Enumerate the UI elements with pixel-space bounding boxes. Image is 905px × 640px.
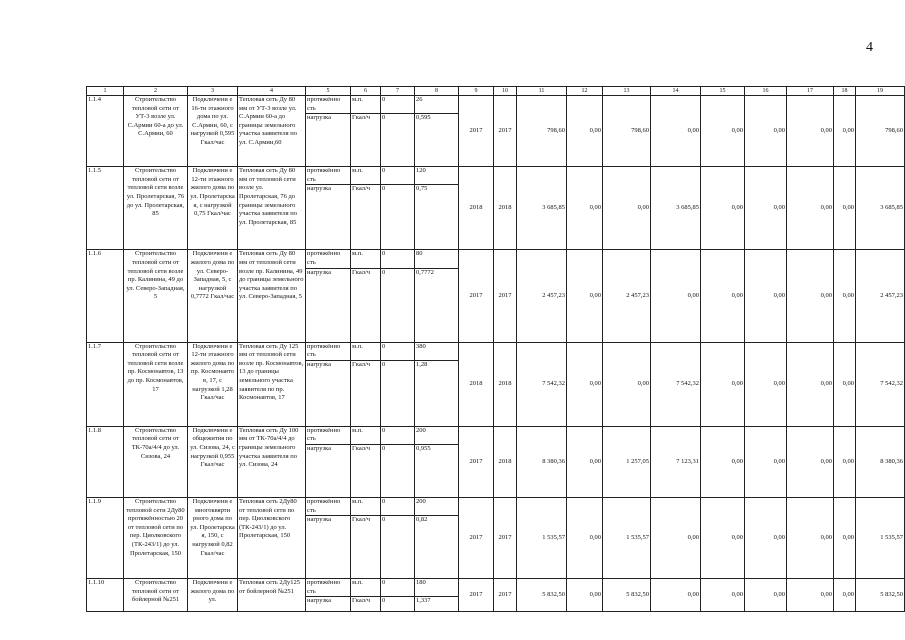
unit-load: Гкал/ч: [351, 268, 381, 342]
cost-c17: 0,00: [787, 250, 834, 342]
start-year: 2017: [459, 497, 494, 578]
indicator-length: протяжённо сть: [306, 497, 351, 515]
end-year: 2018: [494, 167, 517, 250]
unit-load: Гкал/ч: [351, 516, 381, 579]
cost-c17: 0,00: [787, 167, 834, 250]
cost-c17: 0,00: [787, 426, 834, 497]
end-year: 2017: [494, 250, 517, 342]
load-after: 0,75: [415, 185, 459, 250]
cost-c14: 0,00: [651, 250, 701, 342]
start-year: 2018: [459, 342, 494, 426]
cost-c17: 0,00: [787, 96, 834, 167]
value-before: 0: [381, 426, 415, 444]
load-after: 1,28: [415, 360, 459, 426]
item-name: Строительство тепловой сети от бойлерной №251: [124, 579, 188, 612]
load-before: 0: [381, 597, 415, 612]
header-cell: 5: [306, 87, 351, 96]
item-name: Строительство тепловой сети 2Ду80 протяжённостью 20 от тепловой сети по пер. Циолковского (ТК-243/1) до ул. Пролетарская, 150: [124, 497, 188, 578]
cost-c13: 1 535,57: [603, 497, 651, 578]
cost-c18: 0,00: [834, 250, 856, 342]
cost-c15: 0,00: [701, 250, 745, 342]
header-row: [87, 87, 905, 96]
start-year: 2017: [459, 250, 494, 342]
cost-c16: 0,00: [745, 96, 787, 167]
cost-c13: 0,00: [603, 342, 651, 426]
cost-c16: 0,00: [745, 579, 787, 612]
indicator-load: нагрузка: [306, 597, 351, 612]
value-after: 120: [415, 167, 459, 185]
end-year: 2018: [494, 426, 517, 497]
table-row: [87, 167, 905, 185]
cost-c16: 0,00: [745, 497, 787, 578]
cost-c16: 0,00: [745, 167, 787, 250]
indicator-load: нагрузка: [306, 185, 351, 250]
table-row: [87, 426, 905, 444]
header-cell: 1: [87, 87, 124, 96]
cost-c19: 7 542,32: [856, 342, 905, 426]
table-row: [87, 96, 905, 114]
header-cell: 6: [351, 87, 381, 96]
item-purpose: Подключени е многоквярти рного дома по ул. Пролетарска я, 150, с нагрузкой 0,82 Гкал/час: [188, 497, 238, 578]
unit-length: м.п.: [351, 96, 381, 114]
cost-c12: 0,00: [567, 167, 603, 250]
header-cell: 12: [567, 87, 603, 96]
cost-c18: 0,00: [834, 167, 856, 250]
load-after: 1,337: [415, 597, 459, 612]
item-number: 1.1.9: [87, 497, 124, 578]
item-description: Тепловая сеть 2Ду80 от тепловой сети по пер. Циолковского (ТК-243/1) до ул. Пролетарская, 150: [238, 497, 306, 578]
end-year: 2017: [494, 497, 517, 578]
header-cell: 2: [124, 87, 188, 96]
table-row: [87, 579, 905, 597]
end-year: 2017: [494, 96, 517, 167]
indicator-load: нагрузка: [306, 268, 351, 342]
item-description: Тепловая сеть 2Ду125 от бойлерной №251: [238, 579, 306, 612]
cost-c15: 0,00: [701, 342, 745, 426]
value-before: 0: [381, 579, 415, 597]
indicator-length: протяжённо сть: [306, 250, 351, 268]
item-number: 1.1.5: [87, 167, 124, 250]
item-name: Строительство тепловой сети от ТК-70а/4/4 до ул. Сизова, 24: [124, 426, 188, 497]
cost-c14: 0,00: [651, 579, 701, 612]
cost-c16: 0,00: [745, 342, 787, 426]
cost-c13: 1 257,05: [603, 426, 651, 497]
cost-c18: 0,00: [834, 497, 856, 578]
item-name: Строительство тепловой сети от УТ-3 возле ул. С.Армии 60-а до ул. С.Армии, 60: [124, 96, 188, 167]
value-after: 80: [415, 250, 459, 268]
cost-c12: 0,00: [567, 250, 603, 342]
cost-c12: 0,00: [567, 96, 603, 167]
header-cell: 9: [459, 87, 494, 96]
cost-c17: 0,00: [787, 579, 834, 612]
header-cell: 3: [188, 87, 238, 96]
start-year: 2018: [459, 167, 494, 250]
cost-c11: 1 535,57: [517, 497, 567, 578]
cost-c11: 798,60: [517, 96, 567, 167]
load-before: 0: [381, 185, 415, 250]
value-before: 0: [381, 250, 415, 268]
cost-c14: 7 123,31: [651, 426, 701, 497]
indicator-load: нагрузка: [306, 444, 351, 497]
header-cell: 16: [745, 87, 787, 96]
item-purpose: Подключени е 12-ти этажного жилого дома по пр. Космонавто в, 17, с нагрузкой 1,28 Гкал/час: [188, 342, 238, 426]
header-cell: 10: [494, 87, 517, 96]
cost-c19: 3 685,85: [856, 167, 905, 250]
load-before: 0: [381, 444, 415, 497]
header-cell: 13: [603, 87, 651, 96]
load-before: 0: [381, 114, 415, 167]
cost-c15: 0,00: [701, 167, 745, 250]
unit-load: Гкал/ч: [351, 114, 381, 167]
header-cell: 14: [651, 87, 701, 96]
load-after: 0,82: [415, 516, 459, 579]
cost-c18: 0,00: [834, 426, 856, 497]
cost-c14: 0,00: [651, 96, 701, 167]
indicator-length: протяжённо сть: [306, 167, 351, 185]
item-purpose: Подключени е жилого дома по ул. Северо-Западная, 5, с нагрузкой 0,7772 Гкал/час: [188, 250, 238, 342]
unit-load: Гкал/ч: [351, 360, 381, 426]
cost-c19: 8 380,36: [856, 426, 905, 497]
indicator-load: нагрузка: [306, 516, 351, 579]
item-description: Тепловая сеть Ду 125 мм от тепловой сети возле пр. Космонавтов, 13 до границы земельного участка заявителя по пр. Космонавтов, 17: [238, 342, 306, 426]
cost-c15: 0,00: [701, 96, 745, 167]
item-description: Тепловая сеть Ду 100 мм от ТК-70а/4/4 до границы земельного участка заявителя по ул. Сизова, 24: [238, 426, 306, 497]
cost-c15: 0,00: [701, 497, 745, 578]
item-number: 1.1.6: [87, 250, 124, 342]
load-after: 0,595: [415, 114, 459, 167]
cost-c13: 0,00: [603, 167, 651, 250]
indicator-length: протяжённо сть: [306, 579, 351, 597]
cost-c18: 0,00: [834, 96, 856, 167]
table-row: [87, 250, 905, 268]
cost-c19: 5 832,50: [856, 579, 905, 612]
indicator-length: протяжённо сть: [306, 96, 351, 114]
header-cell: 11: [517, 87, 567, 96]
unit-load: Гкал/ч: [351, 185, 381, 250]
cost-c16: 0,00: [745, 426, 787, 497]
item-description: Тепловая сеть Ду 80 мм от тепловой сети возле ул. Пролетарская, 76 до границы земельного участка заявителя по ул. Пролетарская, 85: [238, 167, 306, 250]
load-after: 0,955: [415, 444, 459, 497]
unit-length: м.п.: [351, 167, 381, 185]
start-year: 2017: [459, 96, 494, 167]
unit-length: м.п.: [351, 579, 381, 597]
value-before: 0: [381, 96, 415, 114]
item-number: 1.1.7: [87, 342, 124, 426]
unit-length: м.п.: [351, 250, 381, 268]
end-year: 2018: [494, 342, 517, 426]
cost-c11: 7 542,32: [517, 342, 567, 426]
page-number: 4: [866, 40, 873, 55]
cost-c19: 2 457,23: [856, 250, 905, 342]
header-cell: 4: [238, 87, 306, 96]
indicator-load: нагрузка: [306, 360, 351, 426]
item-name: Строительство тепловой сети от тепловой сети возле ул. Пролетарская, 76 до ул. Пролетарская, 85: [124, 167, 188, 250]
load-before: 0: [381, 268, 415, 342]
start-year: 2017: [459, 579, 494, 612]
cost-c13: 798,60: [603, 96, 651, 167]
header-cell: 18: [834, 87, 856, 96]
cost-c19: 1 535,57: [856, 497, 905, 578]
value-before: 0: [381, 497, 415, 515]
indicator-length: протяжённо сть: [306, 342, 351, 360]
item-number: 1.1.8: [87, 426, 124, 497]
item-number: 1.1.10: [87, 579, 124, 612]
load-after: 0,7772: [415, 268, 459, 342]
indicator-load: нагрузка: [306, 114, 351, 167]
header-cell: 8: [415, 87, 459, 96]
value-after: 380: [415, 342, 459, 360]
value-after: 200: [415, 497, 459, 515]
cost-c13: 2 457,23: [603, 250, 651, 342]
item-number: 1.1.4: [87, 96, 124, 167]
cost-c15: 0,00: [701, 579, 745, 612]
unit-length: м.п.: [351, 342, 381, 360]
cost-c19: 798,60: [856, 96, 905, 167]
header-cell: 15: [701, 87, 745, 96]
table-row: [87, 497, 905, 515]
item-description: Тепловая сеть Ду 80 мм от УТ-3 возле ул. С.Армии 60-а до границы земельного участка заявителя по ул. С.Армии,60: [238, 96, 306, 167]
load-before: 0: [381, 360, 415, 426]
start-year: 2017: [459, 426, 494, 497]
header-cell: 7: [381, 87, 415, 96]
cost-c17: 0,00: [787, 342, 834, 426]
cost-c17: 0,00: [787, 497, 834, 578]
item-purpose: Подключени е 16-ти этажного дома по ул. С.Армии, 60, с нагрузкой 0,595 Гкал/час: [188, 96, 238, 167]
indicator-length: протяжённо сть: [306, 426, 351, 444]
item-name: Строительство тепловой сети от тепловой сети возле пр. Космонавтов, 13 до пр. Космонавтов, 17: [124, 342, 188, 426]
cost-c12: 0,00: [567, 497, 603, 578]
cost-c15: 0,00: [701, 426, 745, 497]
cost-c11: 5 832,50: [517, 579, 567, 612]
investment-table: [86, 86, 905, 612]
cost-c18: 0,00: [834, 342, 856, 426]
item-purpose: Подключени е 12-ти этажного жилого дома по ул. Пролетарска я, с нагрузкой 0,75 Гкал/час: [188, 167, 238, 250]
unit-length: м.п.: [351, 497, 381, 515]
cost-c11: 8 380,36: [517, 426, 567, 497]
cost-c14: 3 685,85: [651, 167, 701, 250]
value-after: 200: [415, 426, 459, 444]
cost-c11: 2 457,23: [517, 250, 567, 342]
table-row: [87, 342, 905, 360]
cost-c16: 0,00: [745, 250, 787, 342]
cost-c12: 0,00: [567, 579, 603, 612]
unit-load: Гкал/ч: [351, 597, 381, 612]
value-after: 180: [415, 579, 459, 597]
cost-c12: 0,00: [567, 342, 603, 426]
cost-c14: 7 542,32: [651, 342, 701, 426]
end-year: 2017: [494, 579, 517, 612]
load-before: 0: [381, 516, 415, 579]
item-purpose: Подключени е жилого дома по ул.: [188, 579, 238, 612]
item-name: Строительство тепловой сети от тепловой сети возле пр. Калинина, 49 до ул. Северо-Западная, 5: [124, 250, 188, 342]
cost-c12: 0,00: [567, 426, 603, 497]
cost-c14: 0,00: [651, 497, 701, 578]
unit-load: Гкал/ч: [351, 444, 381, 497]
value-after: 26: [415, 96, 459, 114]
cost-c18: 0,00: [834, 579, 856, 612]
item-description: Тепловая сеть Ду 80 мм от тепловой сети возле пр. Калинина, 49 до границы земельного участка заявителя по ул. Северо-Западная, 5: [238, 250, 306, 342]
header-cell: 17: [787, 87, 834, 96]
header-cell: 19: [856, 87, 905, 96]
cost-c11: 3 685,85: [517, 167, 567, 250]
value-before: 0: [381, 167, 415, 185]
unit-length: м.п.: [351, 426, 381, 444]
cost-c13: 5 832,50: [603, 579, 651, 612]
item-purpose: Подключени е общежития по ул. Сизова, 24, с нагрузкой 0,955 Гкал/час: [188, 426, 238, 497]
value-before: 0: [381, 342, 415, 360]
